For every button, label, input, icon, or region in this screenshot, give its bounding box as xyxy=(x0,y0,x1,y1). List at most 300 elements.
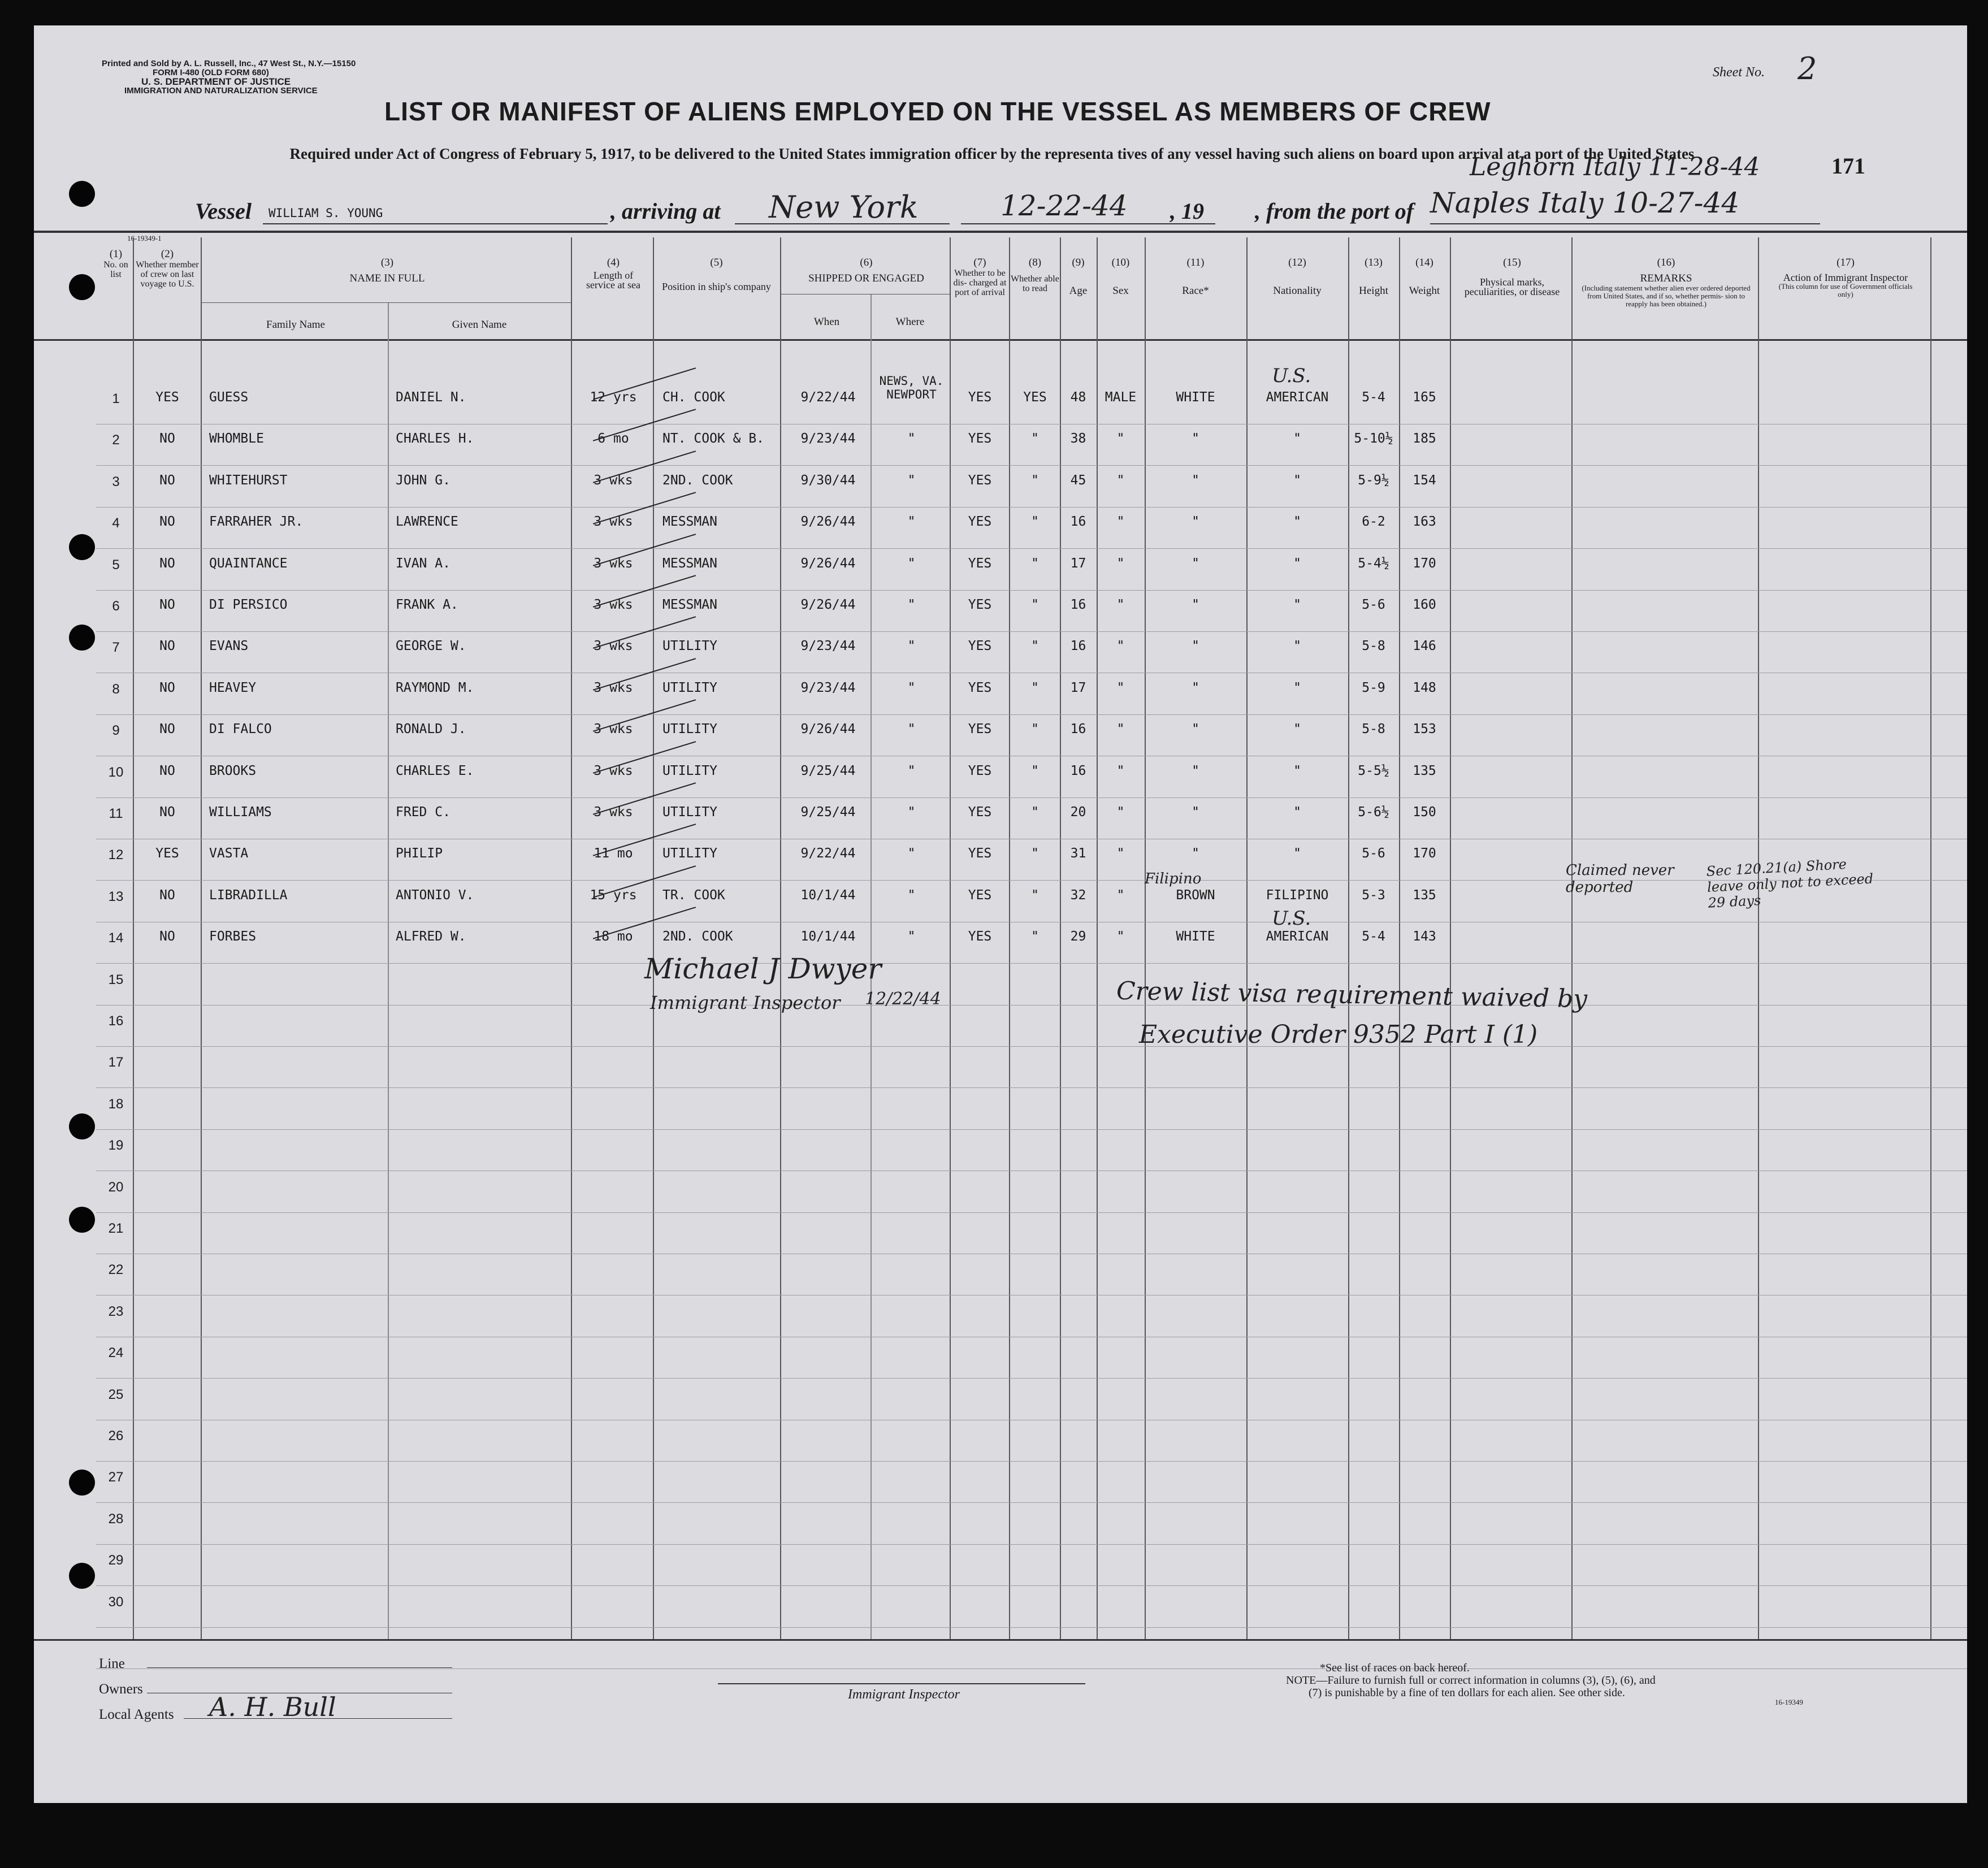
cell-discharged: YES xyxy=(968,846,992,861)
col2-header xyxy=(136,249,199,289)
col-number: (4) xyxy=(607,257,620,268)
col-number: (14) xyxy=(1415,257,1433,268)
race-footnote: *See list of races on back hereof. xyxy=(1320,1662,1470,1674)
cell-prev: NO xyxy=(159,805,175,820)
cell-age: 16 xyxy=(1070,639,1086,654)
col8-header xyxy=(1010,257,1060,293)
cell-when: 9/26/44 xyxy=(800,514,856,530)
from-port-underline xyxy=(1430,223,1820,224)
cell-weight: 143 xyxy=(1413,929,1436,944)
empty-row-number: 27 xyxy=(108,1470,124,1485)
cell-age: 16 xyxy=(1070,722,1086,737)
cell-when: 9/23/44 xyxy=(800,431,856,447)
cell-service: 3 wks xyxy=(594,722,633,737)
row-guide-line xyxy=(96,1502,1967,1503)
empty-row-number: 24 xyxy=(108,1345,124,1361)
row-number: 7 xyxy=(112,640,120,656)
cell-race: BROWN xyxy=(1176,887,1215,903)
row-guide-line xyxy=(96,1627,1967,1628)
cell-when: 9/26/44 xyxy=(800,556,856,571)
cell-nationality: " xyxy=(1293,556,1301,571)
cell-where: " xyxy=(907,887,916,903)
handwritten-us-row1: U.S. xyxy=(1272,365,1311,387)
from-port-1: Leghorn Italy 11-28-44 xyxy=(1470,153,1760,181)
cell-service: 3 wks xyxy=(594,514,633,530)
cell-race: " xyxy=(1192,514,1199,530)
cell-read: " xyxy=(1031,846,1039,861)
row-guide-line xyxy=(96,1585,1967,1586)
inspector-signature-line xyxy=(718,1683,1085,1684)
cell-age: 16 xyxy=(1070,597,1086,612)
col-label: Position in ship's company xyxy=(662,281,771,292)
cell-sex: " xyxy=(1116,597,1125,612)
name-subrule xyxy=(201,302,571,303)
row-number: 3 xyxy=(112,474,120,489)
punch-hole xyxy=(69,1113,95,1139)
cell-given: LAWRENCE xyxy=(396,514,458,530)
inspector-signature-title: Immigrant Inspector xyxy=(650,992,841,1013)
cell-height: 5-9 xyxy=(1362,680,1385,695)
cell-race: " xyxy=(1192,556,1199,571)
arriving-underline xyxy=(735,223,950,224)
punch-hole xyxy=(69,534,95,560)
col-number: (15) xyxy=(1503,257,1521,268)
cell-where: " xyxy=(907,763,916,778)
cell-race: " xyxy=(1192,722,1199,737)
cell-race: " xyxy=(1192,805,1199,820)
cell-race: " xyxy=(1192,431,1199,447)
cell-when: 9/23/44 xyxy=(800,680,856,695)
cell-discharged: YES xyxy=(968,763,992,778)
col-number: (3) xyxy=(380,257,394,268)
col-number: (12) xyxy=(1288,257,1306,268)
cell-age: 29 xyxy=(1070,929,1086,944)
inspector-signature-date: 12/22/44 xyxy=(865,989,941,1009)
cell-where: " xyxy=(907,597,916,612)
table-top-border xyxy=(34,231,1967,233)
cell-race: WHITE xyxy=(1176,929,1215,944)
form-code: 16-19349-1 xyxy=(127,234,162,242)
cell-sex: " xyxy=(1116,556,1125,571)
cell-sex: " xyxy=(1116,514,1125,530)
cell-when: 9/22/44 xyxy=(800,390,856,405)
cell-height: 5-10½ xyxy=(1354,431,1393,447)
col-number: (8) xyxy=(1028,257,1042,268)
cell-read: " xyxy=(1031,473,1039,488)
empty-row-number: 16 xyxy=(108,1013,124,1029)
cell-read: " xyxy=(1031,431,1039,447)
col-number: (2) xyxy=(161,248,174,260)
col-label: Weight xyxy=(1409,285,1440,297)
cell-prev: YES xyxy=(155,390,179,405)
cell-weight: 185 xyxy=(1413,431,1436,447)
col-note: (Including statement whether alien ever ordered deported from United States, and if so, whether permis- sion to reapply has been obtained.) xyxy=(1582,284,1751,308)
cell-sex: " xyxy=(1116,763,1125,778)
stamp-number: 171 xyxy=(1831,153,1865,179)
row-guide-line xyxy=(96,714,1967,715)
cell-service: 3 wks xyxy=(594,680,633,695)
cell-sex: " xyxy=(1116,887,1125,903)
cell-given: ANTONIO V. xyxy=(396,887,474,903)
empty-row-number: 17 xyxy=(108,1055,124,1070)
cell-given: DANIEL N. xyxy=(396,390,466,405)
cell-race: " xyxy=(1192,597,1199,612)
cell-height: 5-4 xyxy=(1362,390,1385,405)
arriving-port: New York xyxy=(769,189,919,225)
cell-where: " xyxy=(907,846,916,861)
empty-row-number: 29 xyxy=(108,1553,124,1568)
col-number: (13) xyxy=(1365,257,1383,268)
cell-discharged: YES xyxy=(968,597,992,612)
row-number: 10 xyxy=(108,764,124,780)
cell-given: JOHN G. xyxy=(396,473,451,488)
cell-height: 5-4½ xyxy=(1358,556,1389,571)
cell-prev: NO xyxy=(159,597,175,612)
sheet-label: Sheet No. xyxy=(1713,65,1765,80)
col5-header xyxy=(656,257,777,292)
punch-hole xyxy=(69,181,95,207)
local-agents-label: Local Agents xyxy=(99,1707,174,1722)
cell-when: 9/26/44 xyxy=(800,597,856,612)
col-label: Race* xyxy=(1182,285,1209,297)
line-underline xyxy=(147,1667,452,1668)
col-rule xyxy=(1571,237,1573,1639)
col-label: REMARKS xyxy=(1640,272,1692,284)
cell-height: 5-5½ xyxy=(1358,763,1389,778)
cell-where: " xyxy=(907,431,916,447)
col12-header xyxy=(1246,257,1348,297)
cell-height: 5-4 xyxy=(1362,929,1385,944)
cell-service: 3 wks xyxy=(594,763,633,778)
cell-family: QUAINTANCE xyxy=(209,556,288,571)
row-number: 13 xyxy=(108,889,124,904)
arriving-label: , arriving at xyxy=(610,198,721,224)
row-guide-line xyxy=(96,465,1967,466)
cell-sex: " xyxy=(1116,639,1125,654)
cell-family: WHITEHURST xyxy=(209,473,288,488)
cell-weight: 154 xyxy=(1413,473,1436,488)
manifest-page xyxy=(34,25,1967,1803)
cell-race: " xyxy=(1192,846,1199,861)
empty-row-number: 20 xyxy=(108,1179,124,1195)
cell-position: MESSMAN xyxy=(662,597,717,612)
col-rule xyxy=(571,237,572,1639)
empty-row-number: 18 xyxy=(108,1096,124,1112)
cell-sex: MALE xyxy=(1105,390,1137,405)
col-number: (10) xyxy=(1111,257,1130,268)
cell-read: " xyxy=(1031,680,1039,695)
cell-position: UTILITY xyxy=(662,639,717,654)
col-label: Height xyxy=(1359,285,1388,297)
cell-prev: NO xyxy=(159,514,175,530)
cell-height: 5-3 xyxy=(1362,887,1385,903)
col10-header xyxy=(1097,257,1145,297)
cell-weight: 135 xyxy=(1413,763,1436,778)
cell-service: 18 mo xyxy=(594,929,633,944)
from-port-2: Naples Italy 10-27-44 xyxy=(1430,187,1740,219)
cell-family: FORBES xyxy=(209,929,257,944)
cell-position: MESSMAN xyxy=(662,514,717,530)
cell-where: " xyxy=(907,556,916,571)
col17-header xyxy=(1761,257,1930,298)
given-name-header: Given Name xyxy=(452,319,507,331)
cell-service: 3 wks xyxy=(594,473,633,488)
col-label: Sex xyxy=(1112,285,1129,297)
cell-height: 5-8 xyxy=(1362,722,1385,737)
cell-age: 17 xyxy=(1070,556,1086,571)
cell-service: 6 mo xyxy=(597,431,629,447)
col-rule xyxy=(133,237,134,1639)
cell-family: EVANS xyxy=(209,639,249,654)
cell-given: FRED C. xyxy=(396,805,451,820)
cell-nationality: " xyxy=(1293,514,1301,530)
line-label: Line xyxy=(99,1656,125,1671)
col-note: (This column for use of Government officials only) xyxy=(1778,282,1913,298)
penalty-note-cont: (7) is punishable by a fine of ten dollars for each alien. See other side. xyxy=(1309,1687,1625,1699)
owners-label: Owners xyxy=(99,1681,143,1697)
remarks-row13: Claimed never deported xyxy=(1566,862,1674,896)
cell-nationality: " xyxy=(1293,722,1301,737)
cell-age: 16 xyxy=(1070,514,1086,530)
cell-age: 45 xyxy=(1070,473,1086,488)
cell-read: " xyxy=(1031,597,1039,612)
cell-weight: 163 xyxy=(1413,514,1436,530)
cell-sex: " xyxy=(1116,805,1125,820)
empty-row-number: 30 xyxy=(108,1594,124,1610)
cell-position: MESSMAN xyxy=(662,556,717,571)
row-guide-line xyxy=(96,590,1967,591)
punch-hole xyxy=(69,1470,95,1496)
cell-position: UTILITY xyxy=(662,763,717,778)
cell-family: WHOMBLE xyxy=(209,431,264,447)
row-number: 2 xyxy=(112,432,120,448)
col-number: (7) xyxy=(973,257,986,268)
cell-read: " xyxy=(1031,887,1039,903)
row-guide-line xyxy=(96,1129,1967,1130)
cell-position: 2ND. COOK xyxy=(662,473,733,488)
cell-weight: 146 xyxy=(1413,639,1436,654)
cell-where: " xyxy=(907,639,916,654)
cell-when: 9/30/44 xyxy=(800,473,856,488)
row-number: 8 xyxy=(112,681,120,697)
cell-given: RONALD J. xyxy=(396,722,466,737)
cell-given: PHILIP xyxy=(396,846,443,861)
cell-position: CH. COOK xyxy=(662,390,725,405)
waiver-note-line1: Crew list visa requirement waived by xyxy=(1116,976,1588,1014)
vessel-name: WILLIAM S. YOUNG xyxy=(268,206,383,220)
cell-position: 2ND. COOK xyxy=(662,929,733,944)
cell-service: 11 mo xyxy=(594,846,633,861)
cell-prev: NO xyxy=(159,887,175,903)
cell-when: 10/1/44 xyxy=(800,929,856,944)
cell-when: 9/26/44 xyxy=(800,722,856,737)
table-bottom-border xyxy=(34,1639,1967,1641)
cell-discharged: YES xyxy=(968,514,992,530)
cell-nationality: " xyxy=(1293,846,1301,861)
empty-row-number: 22 xyxy=(108,1262,124,1278)
cell-where: " xyxy=(907,929,916,944)
col-label: Age xyxy=(1069,285,1088,297)
row-guide-line xyxy=(96,1461,1967,1462)
cell-discharged: YES xyxy=(968,639,992,654)
cell-sex: " xyxy=(1116,929,1125,944)
local-agent-signature: A. H. Bull xyxy=(209,1692,336,1722)
cell-race: " xyxy=(1192,473,1199,488)
cell-sex: " xyxy=(1116,846,1125,861)
cell-race: " xyxy=(1192,680,1199,695)
cell-discharged: YES xyxy=(968,473,992,488)
cell-nationality: " xyxy=(1293,431,1301,447)
cell-nationality: " xyxy=(1293,597,1301,612)
col-label: No. on list xyxy=(103,260,128,279)
cell-where: " xyxy=(907,722,916,737)
cell-sex: " xyxy=(1116,473,1125,488)
cell-height: 5-6 xyxy=(1362,597,1385,612)
cell-sex: " xyxy=(1116,722,1125,737)
cell-given: GEORGE W. xyxy=(396,639,466,654)
cell-age: 20 xyxy=(1070,805,1086,820)
where-header: Where xyxy=(895,316,925,328)
row-number: 9 xyxy=(112,723,120,739)
col-label: Physical marks, peculiarities, or disease xyxy=(1464,276,1560,297)
row-guide-line xyxy=(96,880,1967,881)
cell-family: DI PERSICO xyxy=(209,597,288,612)
empty-row-number: 21 xyxy=(108,1221,124,1236)
cell-position: UTILITY xyxy=(662,805,717,820)
col-rule xyxy=(201,237,202,1639)
empty-row-number: 15 xyxy=(108,972,124,987)
cell-read: " xyxy=(1031,722,1039,737)
cell-where: " xyxy=(907,514,916,530)
cell-where: " xyxy=(907,473,916,488)
cell-weight: 148 xyxy=(1413,680,1436,695)
cell-family: VASTA xyxy=(209,846,249,861)
cell-service: 3 wks xyxy=(594,597,633,612)
vessel-label: Vessel xyxy=(195,198,252,224)
row-number: 12 xyxy=(108,847,124,863)
cell-race: WHITE xyxy=(1176,390,1215,405)
col-label: NAME IN FULL xyxy=(349,272,425,284)
cell-height: 5-8 xyxy=(1362,639,1385,654)
cell-weight: 160 xyxy=(1413,597,1436,612)
row-number: 14 xyxy=(108,930,124,946)
cell-discharged: YES xyxy=(968,887,992,903)
cell-when: 9/22/44 xyxy=(800,846,856,861)
col-number: (6) xyxy=(860,257,873,268)
cell-weight: 135 xyxy=(1413,887,1436,903)
vessel-underline xyxy=(263,223,608,224)
cell-given: RAYMOND M. xyxy=(396,680,474,695)
empty-row-number: 25 xyxy=(108,1386,124,1402)
sheet-number: 2 xyxy=(1798,51,1817,86)
row-guide-line xyxy=(96,1212,1967,1213)
cell-discharged: YES xyxy=(968,722,992,737)
col13-header xyxy=(1348,257,1399,297)
cell-age: 16 xyxy=(1070,763,1086,778)
cell-when: 10/1/44 xyxy=(800,887,856,903)
cell-position: UTILITY xyxy=(662,680,717,695)
col-number: (16) xyxy=(1657,257,1675,268)
empty-row-number: 23 xyxy=(108,1303,124,1319)
row-guide-line xyxy=(96,507,1967,508)
cell-nationality: " xyxy=(1293,763,1301,778)
row-guide-line xyxy=(96,1544,1967,1545)
col-label: Whether able to read xyxy=(1011,274,1059,293)
col-label: Whether to be dis- charged at port of arrival xyxy=(953,268,1007,297)
penalty-note: NOTE—Failure to furnish full or correct information in columns (3), (5), (6), and xyxy=(1286,1674,1656,1687)
cell-where: " xyxy=(907,805,916,820)
cell-when: 9/25/44 xyxy=(800,763,856,778)
cell-service: 12 yrs xyxy=(590,390,637,405)
cell-prev: NO xyxy=(159,929,175,944)
cell-nationality: " xyxy=(1293,805,1301,820)
row-number: 5 xyxy=(112,557,120,573)
cell-height: 6-2 xyxy=(1362,514,1385,530)
col16-header xyxy=(1574,257,1758,308)
row-guide-line xyxy=(96,1087,1967,1088)
cell-when: 9/23/44 xyxy=(800,639,856,654)
row-number: 1 xyxy=(112,391,120,406)
cell-position: UTILITY xyxy=(662,722,717,737)
header-bottom-border xyxy=(34,339,1967,341)
cell-discharged: YES xyxy=(968,805,992,820)
cell-service: 3 wks xyxy=(594,639,633,654)
cell-prev: NO xyxy=(159,473,175,488)
cell-service: 3 wks xyxy=(594,556,633,571)
cell-age: 38 xyxy=(1070,431,1086,447)
punch-hole xyxy=(69,625,95,651)
cell-given: CHARLES E. xyxy=(396,763,474,778)
cell-nationality: AMERICAN xyxy=(1266,390,1329,405)
page-subtitle: Required under Act of Congress of February 5, 1917, to be delivered to the United States immigration officer by the representa tives of any vessel having such aliens on board upon arrival at a port of the United States xyxy=(289,145,1695,162)
col-rule xyxy=(1930,237,1931,1639)
empty-row-number: 26 xyxy=(108,1428,124,1444)
cell-service: 15 yrs xyxy=(590,887,637,903)
col-label: Whether member of crew on last voyage to U.S. xyxy=(136,260,199,289)
cell-nationality: " xyxy=(1293,473,1301,488)
handwritten-filipino-row13: Filipino xyxy=(1145,870,1202,887)
cell-age: 31 xyxy=(1070,846,1086,861)
handwritten-us-row14: U.S. xyxy=(1272,907,1311,930)
cell-read: YES xyxy=(1023,390,1047,405)
cell-weight: 170 xyxy=(1413,556,1436,571)
col-number: (5) xyxy=(710,257,723,268)
cell-read: " xyxy=(1031,556,1039,571)
cell-position: UTILITY xyxy=(662,846,717,861)
cell-prev: NO xyxy=(159,680,175,695)
cell-prev: NO xyxy=(159,763,175,778)
cell-discharged: YES xyxy=(968,929,992,944)
cell-position: NT. COOK & B. xyxy=(662,431,765,447)
col-label: SHIPPED OR ENGAGED xyxy=(808,272,924,284)
col-rule xyxy=(1758,237,1759,1639)
cell-position: TR. COOK xyxy=(662,887,725,903)
row-guide-line xyxy=(96,1668,1967,1669)
cell-family: BROOKS xyxy=(209,763,257,778)
cell-given: CHARLES H. xyxy=(396,431,474,447)
cell-nationality: " xyxy=(1293,680,1301,695)
cell-family: HEAVEY xyxy=(209,680,257,695)
cell-prev: NO xyxy=(159,722,175,737)
col14-header xyxy=(1399,257,1450,297)
row-guide-line xyxy=(96,631,1967,632)
punch-hole xyxy=(69,274,95,300)
cell-read: " xyxy=(1031,929,1039,944)
cell-prev: YES xyxy=(155,846,179,861)
col9-header xyxy=(1060,257,1097,297)
col-number: (17) xyxy=(1837,257,1855,268)
cell-sex: " xyxy=(1116,680,1125,695)
